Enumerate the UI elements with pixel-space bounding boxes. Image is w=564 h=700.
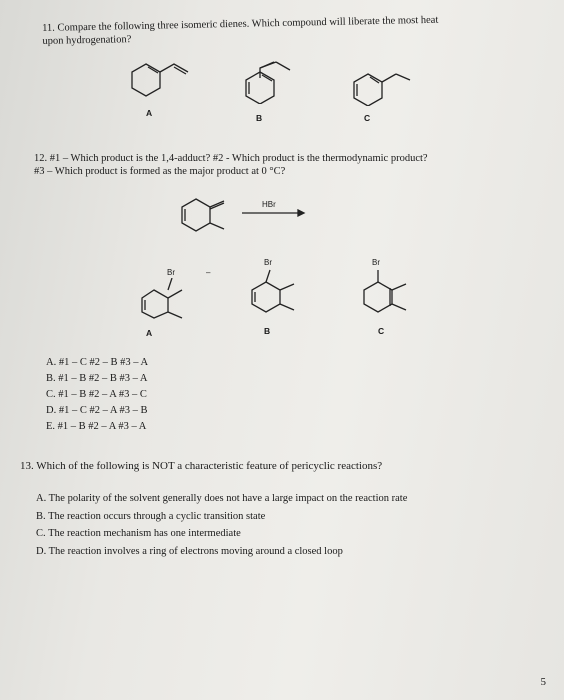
q12-option-b[interactable]: B. #1 – B #2 – B #3 – A bbox=[46, 373, 148, 384]
reaction-arrow bbox=[240, 208, 306, 218]
question-12 bbox=[34, 152, 514, 178]
q12-text-line2: #3 – Which product is formed as the major product at 0 °C? bbox=[34, 166, 286, 177]
product-b-label: B bbox=[264, 326, 271, 336]
product-c-structure bbox=[360, 268, 416, 318]
product-a-dash: – bbox=[206, 268, 211, 277]
q12-option-c[interactable]: C. #1 – B #2 – A #3 – C bbox=[46, 389, 147, 400]
starting-diene-structure bbox=[176, 195, 236, 235]
question-11 bbox=[42, 12, 512, 48]
product-a-label: A bbox=[146, 328, 153, 338]
q11-text-line1: 11. Compare the following three isomeric dienes. Which compound will liberate the most heat bbox=[42, 14, 439, 34]
q12-option-a[interactable]: A. #1 – C #2 – B #3 – A bbox=[46, 357, 149, 368]
product-b-structure bbox=[248, 268, 304, 318]
q12-option-e[interactable]: E. #1 – B #2 – A #3 – A bbox=[46, 421, 147, 432]
q12-option-d[interactable]: D. #1 – C #2 – A #3 – B bbox=[46, 405, 148, 416]
diene-a-structure bbox=[128, 58, 198, 98]
q12-text-line1: 12. #1 – Which product is the 1,4-adduct? #2 - Which product is the thermodynamic product? bbox=[34, 153, 428, 164]
product-a-br-label: Br bbox=[167, 268, 175, 277]
diene-b-structure bbox=[240, 60, 310, 104]
question-13 bbox=[20, 460, 540, 473]
q13-option-b[interactable]: B. The reaction occurs through a cyclic transition state bbox=[36, 510, 266, 522]
diene-c-structure bbox=[348, 62, 418, 106]
product-a-structure bbox=[138, 278, 194, 320]
q13-option-d[interactable]: D. The reaction involves a ring of electrons moving around a closed loop bbox=[36, 545, 343, 557]
q12-options bbox=[46, 355, 148, 435]
product-c-label: C bbox=[378, 326, 385, 336]
q13-options bbox=[36, 490, 407, 560]
q13-text-line1: 13. Which of the following is NOT a characteristic feature of pericyclic reactions? bbox=[20, 460, 383, 472]
page-number: 5 bbox=[540, 676, 546, 688]
reagent-label: HBr bbox=[262, 200, 276, 209]
q13-option-c[interactable]: C. The reaction mechanism has one intermediate bbox=[36, 528, 241, 539]
q13-option-a[interactable]: A. The polarity of the solvent generally does not have a large impact on the reaction rate bbox=[36, 493, 408, 504]
diene-b-label: B bbox=[256, 113, 263, 123]
product-c-br-label: Br bbox=[372, 258, 380, 267]
product-b-br-label: Br bbox=[264, 258, 272, 267]
q11-text-line2: upon hydrogenation? bbox=[42, 34, 132, 47]
diene-a-label: A bbox=[146, 108, 153, 118]
diene-c-label: C bbox=[364, 113, 371, 123]
